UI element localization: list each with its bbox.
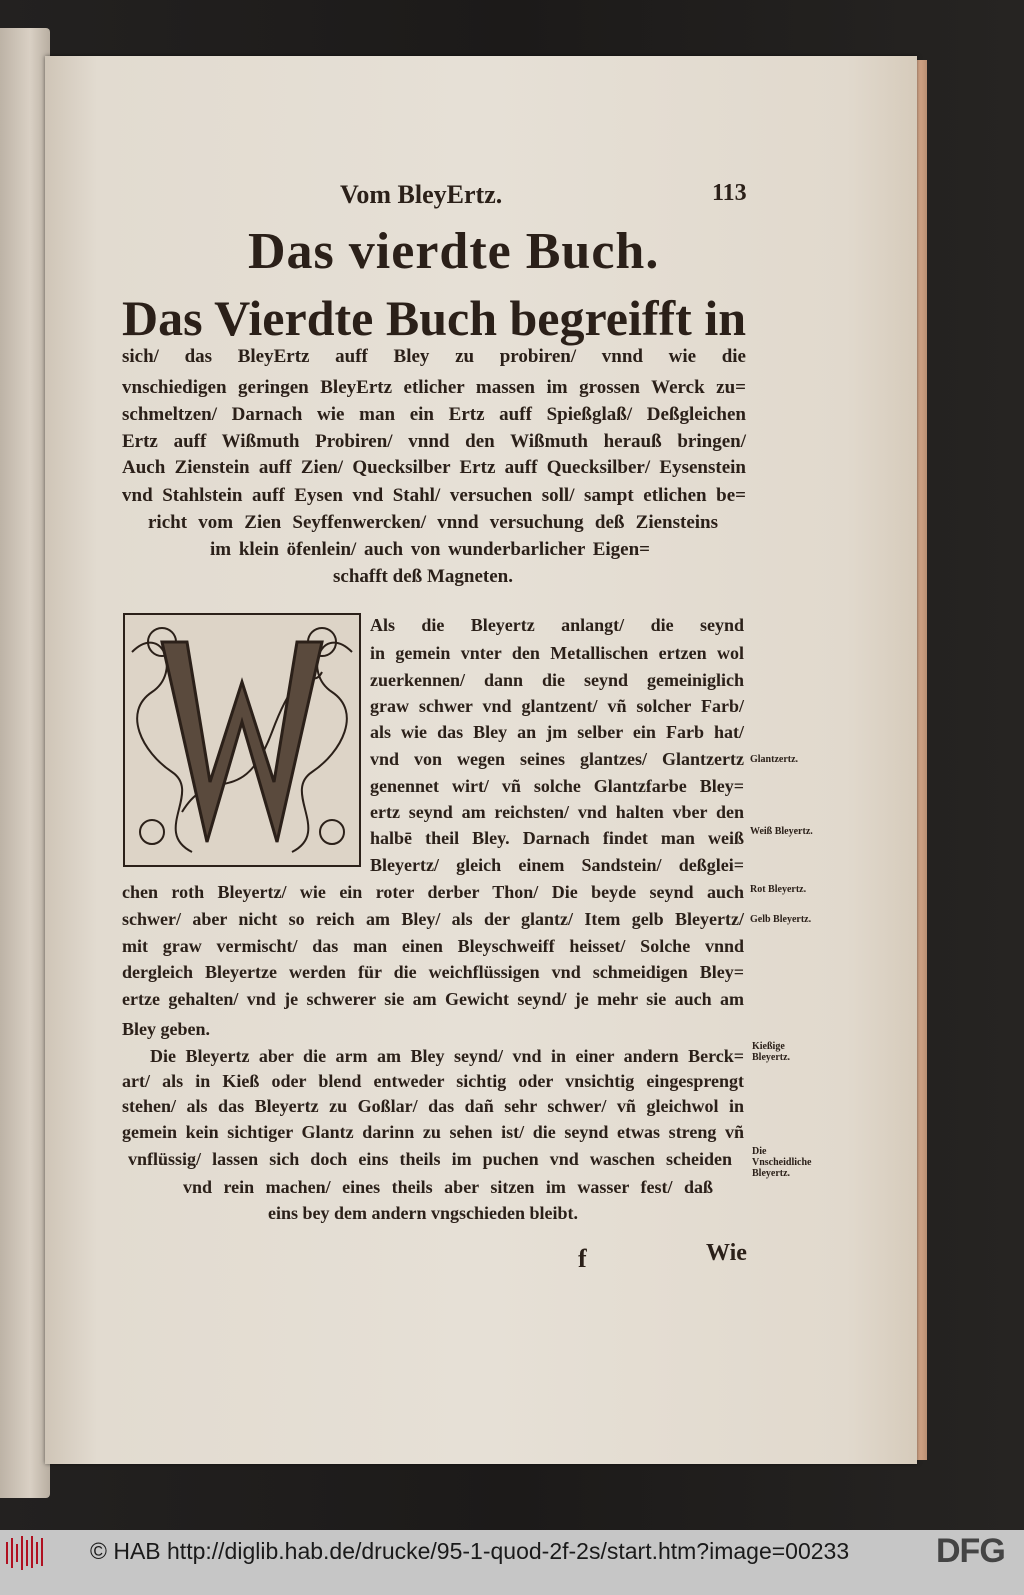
running-title: Vom BleyErtz. [340, 180, 503, 209]
margin-note: Die Vnscheidliche Bleyertz. [752, 1146, 812, 1179]
body-line: als wie das Bley an jm selber ein Farb hat/ [370, 722, 744, 742]
summary-line: richt vom Zien Seyffenwercken/ vnnd versuchung deß Ziensteins [148, 512, 718, 533]
body-line: vnd von wegen seines glantzes/ Glantzertz [370, 749, 744, 769]
summary-heading: Das Vierdte Buch begreifft in [122, 290, 747, 346]
summary-line: schafft deß Magneten. [333, 566, 513, 587]
signature-mark: f [578, 1244, 587, 1273]
body-line: genennet wirt/ vñ solche Glantzfarbe Bley= [370, 776, 744, 796]
facing-page-edge [0, 28, 50, 1498]
body-line: ertze gehalten/ vnd je schwerer sie am Gewicht seynd/ je mehr sie auch am [122, 989, 744, 1009]
summary-line: vnschiedigen geringen BleyErtz etlicher massen im grossen Werck zu= [122, 377, 746, 398]
body-line: stehen/ als das Bleyertz zu Goßlar/ das dañ sehr schwer/ vñ gleichwol in [122, 1096, 744, 1116]
body-line: Die Bleyertz aber die arm am Bley seynd/ vnd in einer andern Berck= [150, 1046, 744, 1066]
body-line: chen roth Bleyertz/ wie ein roter derber Thon/ Die beyde seynd auch [122, 882, 744, 902]
summary-line: im klein öfenlein/ auch von wunderbarlicher Eigen= [210, 539, 650, 560]
margin-note: Rot Bleyertz. [750, 884, 807, 895]
body-line: art/ als in Kieß oder blend entweder sichtig oder vnsichtig eingesprengt [122, 1071, 744, 1091]
body-line: dergleich Bleyertze werden für die weichflüssigen vnd schmeidigen Bley= [122, 962, 744, 982]
hab-logo-icon [4, 1534, 46, 1570]
page-number: 113 [712, 180, 747, 206]
body-line: mit graw vermischt/ das man einen Bleyschweiff heisset/ Solche vnnd [122, 936, 744, 956]
body-line: graw schwer vnd glantzent/ vñ solcher Farb/ [370, 696, 744, 716]
summary-line: Auch Zienstein auff Zien/ Quecksilber Ertz auff Quecksilber/ Eysenstein [122, 457, 746, 478]
summary-line: Ertz auff Wißmuth Probiren/ vnnd den Wißmuth herauß bringen/ [122, 431, 746, 452]
margin-note: Kießige Bleyertz. [752, 1041, 791, 1063]
decorated-initial-w-icon [122, 612, 362, 868]
summary-line: schmeltzen/ Darnach wie man ein Ertz auff Spießglaß/ Deßgleichen [122, 404, 746, 425]
margin-note: Glantzertz. [750, 754, 799, 765]
summary-line: sich/ das BleyErtz auff Bley zu probiren/ vnnd wie die [122, 346, 746, 367]
body-line: eins bey dem andern vngschieden bleibt. [268, 1203, 579, 1223]
body-line: in gemein vnter den Metallischen ertzen wol [370, 643, 744, 663]
margin-note: Weiß Bleyertz. [750, 826, 813, 837]
body-line: Bley geben. [122, 1019, 210, 1039]
body-line: Bleyertz/ gleich einem Sandstein/ deßglei= [370, 855, 744, 875]
body-line: halbē theil Bley. Darnach findet man weiß [370, 828, 744, 848]
footer-bar [0, 1530, 1024, 1595]
copyright-url[interactable]: © HAB http://diglib.hab.de/drucke/95-1-quod-2f-2s/start.htm?image=00233 [90, 1538, 850, 1564]
body-line: vnd rein machen/ eines theils aber sitzen im wasser fest/ daß [183, 1177, 713, 1197]
decorated-initial [122, 612, 362, 868]
summary-line: vnd Stahlstein auff Eysen vnd Stahl/ versuchen soll/ sampt etlichen be= [122, 485, 746, 506]
dfg-logo: DFG [936, 1532, 1005, 1570]
body-line: gemein kein sichtiger Glantz darinn zu sehen ist/ die seynd etwas streng vñ [122, 1122, 744, 1142]
body-line: ertz seynd am reichsten/ vnd halten vber den [370, 802, 744, 822]
body-line: schwer/ aber nicht so reich am Bley/ als der glantz/ Item gelb Bleyertz/ [122, 909, 744, 929]
body-line: vnflüssig/ lassen sich doch eins theils im puchen vnd waschen scheiden [128, 1149, 732, 1169]
catchword: Wie [706, 1240, 747, 1266]
chapter-title: Das vierdte Buch. [248, 223, 660, 280]
body-line: zuerkennen/ dann die seynd gemeiniglich [370, 670, 744, 690]
body-line: Als die Bleyertz anlangt/ die seynd [370, 615, 744, 635]
margin-note: Gelb Bleyertz. [750, 914, 812, 925]
